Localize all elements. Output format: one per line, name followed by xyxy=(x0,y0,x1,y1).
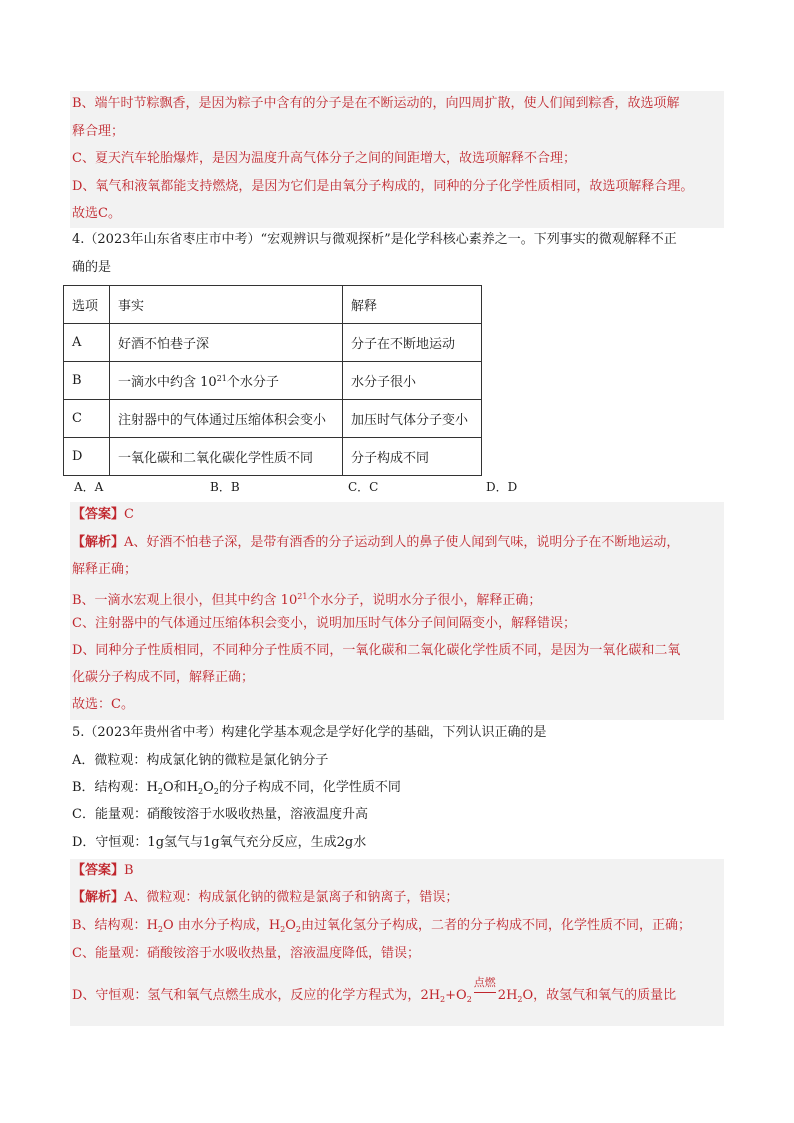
table-header-row xyxy=(64,286,482,324)
table-row xyxy=(64,400,482,438)
row-option: A xyxy=(64,324,110,362)
row-fact: 好酒不怕巷子深 xyxy=(110,324,343,362)
q5-option-d[interactable]: D．守恒观：1g氢气与1g氧气充分反应，生成2g水 xyxy=(72,835,367,850)
q5-answer xyxy=(72,861,134,881)
q4-analysis-d-line1: D、同种分子性质相同，不同种分子性质不同，一氧化碳和二氧化碳化学性质不同，是因为一氧化碳和二氧 xyxy=(72,643,681,658)
analysis-b-mid: 由水分子构成， xyxy=(177,918,269,933)
q3-analysis-b-line1: B、端午时节粽飘香，是因为粽子中含有的分子是在不断运动的，向四周扩散，使人们闻到粽香，故选项解 xyxy=(72,96,680,111)
row-explain: 分子构成不同 xyxy=(343,438,482,476)
row-explain: 加压时气体分子变小 xyxy=(343,400,482,438)
q5-analysis-d-line: D、守恒观：氢气和氧气点燃生成水，反应的化学方程式为，$2H_2+O_2$ 点燃 $2H_2O$，故氢气和氧气的质量比 xyxy=(72,986,676,1010)
option-b-mid: 和 xyxy=(173,780,187,795)
table-row xyxy=(64,324,482,362)
fact-exponent: 21 xyxy=(216,374,227,383)
fact-text-post: 个水分子 xyxy=(226,375,279,390)
q4-option-c[interactable]: C．C xyxy=(348,480,379,494)
q4-analysis-a-line1 xyxy=(72,533,679,553)
option-b-pre: B．结构观： xyxy=(72,780,147,795)
row-explain: 分子在不断地运动 xyxy=(343,324,482,362)
answer-value: B xyxy=(124,863,134,878)
analysis-text: A、好酒不怕巷子深，是带有酒香的分子运动到人的鼻子使人闻到气味，说明分子在不断地运动， xyxy=(124,535,680,550)
analysis-label: 【解析】 xyxy=(72,890,125,905)
q4-analysis-b-line xyxy=(72,587,541,611)
table-row xyxy=(64,438,482,476)
option-b-post: 的分子构成不同，化学性质不同 xyxy=(218,780,401,795)
analysis-b-post: 个水分子，说明水分子很小，解释正确； xyxy=(307,593,542,608)
header-explain: 解释 xyxy=(343,286,482,324)
q4-analysis-c-line: C、注射器中的气体通过压缩体积会变小，说明加压时气体分子间间隔变小，解释错误； xyxy=(72,616,576,631)
reaction-arrow xyxy=(474,992,496,993)
q3-analysis-c-line: C、夏天汽车轮胎爆炸，是因为温度升高气体分子之间的间距增大，故选项解释不合理； xyxy=(72,151,576,166)
row-option: D xyxy=(64,438,110,476)
header-fact: 事实 xyxy=(110,286,343,324)
analysis-text: A、微粒观：构成氯化钠的微粒是氯离子和钠离子，错误； xyxy=(124,890,459,905)
q3-analysis-d-line: D、氧气和液氧都能支持燃烧，是因为它们是由氧分子构成的，同种的分子化学性质相同，故选项解释合理。 xyxy=(72,179,694,194)
reaction-condition xyxy=(472,976,498,1006)
q4-stem-line1: 4.（2023年山东省枣庄市中考）“宏观辨识与微观探析”是化学科核心素养之一。下列事实的微观解释不正 xyxy=(72,232,677,247)
q4-facts-table xyxy=(63,285,482,476)
q4-conclusion: 故选：C。 xyxy=(72,697,134,712)
analysis-d-pre: D、守恒观：氢气和氧气点燃生成水，反应的化学方程式为， xyxy=(72,988,421,1003)
row-option: B xyxy=(64,362,110,400)
row-option: C xyxy=(64,400,110,438)
row-fact: 注射器中的气体通过压缩体积会变小 xyxy=(110,400,343,438)
q4-option-a[interactable]: A．A xyxy=(74,480,104,494)
answer-value: C xyxy=(124,507,134,522)
answer-label: 【答案】 xyxy=(72,507,125,522)
q4-analysis-a-line2: 解释正确； xyxy=(72,562,138,577)
q5-analysis-c-line: C、能量观：硝酸铵溶于水吸收热量，溶液温度降低，错误； xyxy=(72,946,420,961)
q5-stem: 5.（2023年贵州省中考）构建化学基本观念是学好化学的基础，下列认识正确的是 xyxy=(72,725,547,740)
row-explain: 水分子很小 xyxy=(343,362,482,400)
q4-option-d[interactable]: D．D xyxy=(486,480,518,494)
q3-analysis-b-line2: 释合理； xyxy=(72,124,125,139)
q5-analysis-b-line: B、结构观：$H_2O$ 由水分子构成，$H_2O_2$由过氧化氢分子构成，二者的分子构成不同，化学性质不同，正确； xyxy=(72,918,692,934)
q4-answer xyxy=(72,505,134,525)
analysis-label: 【解析】 xyxy=(72,535,125,550)
row-fact xyxy=(110,362,343,400)
header-option: 选项 xyxy=(64,286,110,324)
q5-analysis-a-line xyxy=(72,888,458,908)
q5-option-c[interactable]: C．能量观：硝酸铵溶于水吸收热量，溶液温度升高 xyxy=(72,807,368,822)
q5-option-b[interactable]: B．结构观：$H_2O$和$H_2O_2$的分子构成不同，化学性质不同 xyxy=(72,780,401,796)
analysis-b-exponent: 21 xyxy=(297,592,308,601)
q4-stem-line2: 确的是 xyxy=(72,260,112,275)
fact-text-pre: 一滴水中约含 10 xyxy=(118,375,217,390)
condition-label: 点燃 xyxy=(473,976,496,989)
q4-option-b[interactable]: B．B xyxy=(210,480,240,494)
answer-label: 【答案】 xyxy=(72,863,125,878)
q4-analysis-d-line2: 化碳分子构成不同，解释正确； xyxy=(72,670,255,685)
analysis-d-post: ，故氢气和氧气的质量比 xyxy=(533,988,677,1003)
analysis-b-pre: B、一滴水宏观上很小，但其中约含 10 xyxy=(72,593,298,608)
q3-conclusion: 故选C。 xyxy=(72,206,121,221)
table-row xyxy=(64,362,482,400)
q5-option-a[interactable]: A．微粒观：构成氯化钠的微粒是氯化钠分子 xyxy=(72,753,329,768)
row-fact: 一氧化碳和二氧化碳化学性质不同 xyxy=(110,438,343,476)
analysis-b-pre: B、结构观： xyxy=(72,918,147,933)
analysis-b-post: 由过氧化氢分子构成，二者的分子构成不同，化学性质不同，正确； xyxy=(301,918,692,933)
